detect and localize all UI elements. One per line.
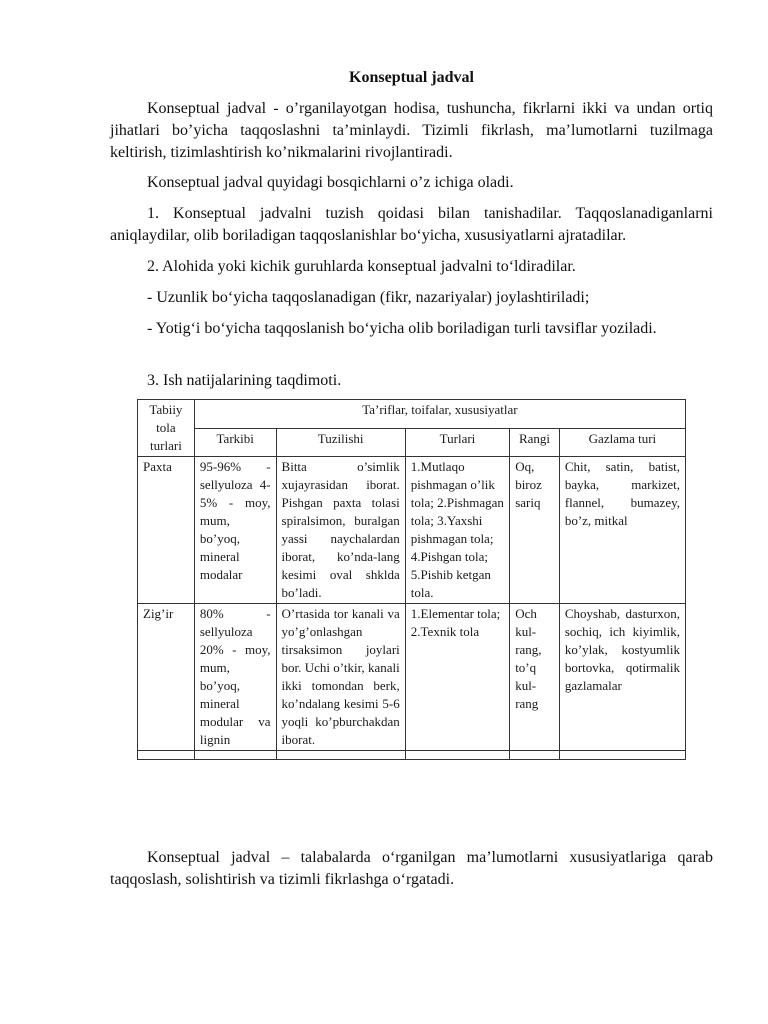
group-header: Ta’riflar, toifalar, xususiyatlar bbox=[194, 400, 685, 429]
composition-cell: 95-96% - sellyuloza 4-5% - moy, mum, bo’yoq, mineral modalar bbox=[194, 457, 276, 604]
page-title: Konseptual jadval bbox=[349, 69, 474, 86]
paragraph-conclusion: Konseptual jadval – talabalarda o‘rganilgan ma’lumotlarni xususiyatlariga qarab taqqoslash, solishtirish va tizimli fikrlashga o‘rgatadi. bbox=[110, 849, 713, 888]
types-cell: 1.Mutlaqo pishmagan o’lik tola; 2.Pishmagan tola; 3.Yaxshi pishmagan tola; 4.Pishgan tola; 5.Pishib ketgan tola. bbox=[405, 457, 509, 604]
fiber-name-cell: Paxta bbox=[138, 457, 195, 604]
corner-header: Tabiiy tola turlari bbox=[138, 400, 195, 457]
table-row bbox=[138, 604, 686, 751]
column-header: Tuzilishi bbox=[276, 428, 405, 457]
table-row bbox=[138, 457, 686, 604]
paragraph-step-2: 2. Alohida yoki kichik guruhlarda konseptual jadvalni to‘ldiradilar. bbox=[147, 258, 576, 275]
table-subheader-row bbox=[138, 428, 686, 457]
paragraph-width: - Yotig‘i bo‘yicha taqqoslanish bo‘yicha olib boriladigan turli tavsiflar yoziladi. bbox=[147, 320, 657, 337]
fiber-name-cell: Zig’ir bbox=[138, 604, 195, 751]
column-header: Rangi bbox=[510, 428, 560, 457]
paragraph-step-1: 1. Konseptual jadvalni tuzish qoidasi bilan tanishadilar. Taqqoslanadiganlarni aniqlaydilar, olib boriladigan taqqoslanishlar bo‘yicha, xususiyatlarni ajratadilar. bbox=[110, 205, 713, 244]
table-row-cut bbox=[138, 751, 686, 760]
paragraph-stages: Konseptual jadval quyidagi bosqichlarni o’z ichiga oladi. bbox=[147, 174, 514, 191]
fiber-comparison-table bbox=[137, 399, 686, 760]
paragraph-length: - Uzunlik bo‘yicha taqqoslanadigan (fikr, nazariyalar) joylashtiriladi; bbox=[147, 289, 590, 306]
column-header: Tarkibi bbox=[194, 428, 276, 457]
paragraph-step-3: 3. Ish natijalarining taqdimoti. bbox=[147, 372, 342, 389]
table-header-row bbox=[138, 400, 686, 429]
composition-cell: 80% - sellyuloza 20% - moy, mum, bo’yoq, mineral modular va lignin bbox=[194, 604, 276, 751]
structure-cell: Bitta o’simlik xujayrasidan iborat. Pishgan paxta tolasi spiralsimon, buralgan yassi naychalardan iborat, ko’nda-lang kesimi oval shklda bo’ladi. bbox=[276, 457, 405, 604]
paragraph-intro: Konseptual jadval - o’rganilayotgan hodisa, tushuncha, fikrlarni ikki va undan ortiq jihatlari bo’yicha taqqoslashni ta’minlaydi. Tizimli fikrlash, ma’lumotlarni tuzilmaga keltirish, tizimlashtirish ko’nikmalarini rivojlantiradi. bbox=[110, 100, 713, 161]
fabric-cell: Choyshab, dasturxon, sochiq, ich kiyimlik, ko’ylak, kostyumlik bortovka, qotirmalik gazlamalar bbox=[559, 604, 685, 751]
structure-cell: O’rtasida tor kanali va yo’g’onlashgan tirsaksimon joylari bor. Uchi o’tkir, kanali ikki tomondan berk, ko’ndalang kesimi 5-6 yoqli ko’pburchakdan iborat. bbox=[276, 604, 405, 751]
color-cell: Och kul-rang, to’q kul-rang bbox=[510, 604, 560, 751]
color-cell: Oq, biroz sariq bbox=[510, 457, 560, 604]
fabric-cell: Chit, satin, batist, bayka, markizet, flannel, bumazey, bo’z, mitkal bbox=[559, 457, 685, 604]
column-header: Gazlama turi bbox=[559, 428, 685, 457]
types-cell: 1.Elementar tola; 2.Texnik tola bbox=[405, 604, 509, 751]
column-header: Turlari bbox=[405, 428, 509, 457]
fiber-table-image bbox=[137, 399, 697, 836]
